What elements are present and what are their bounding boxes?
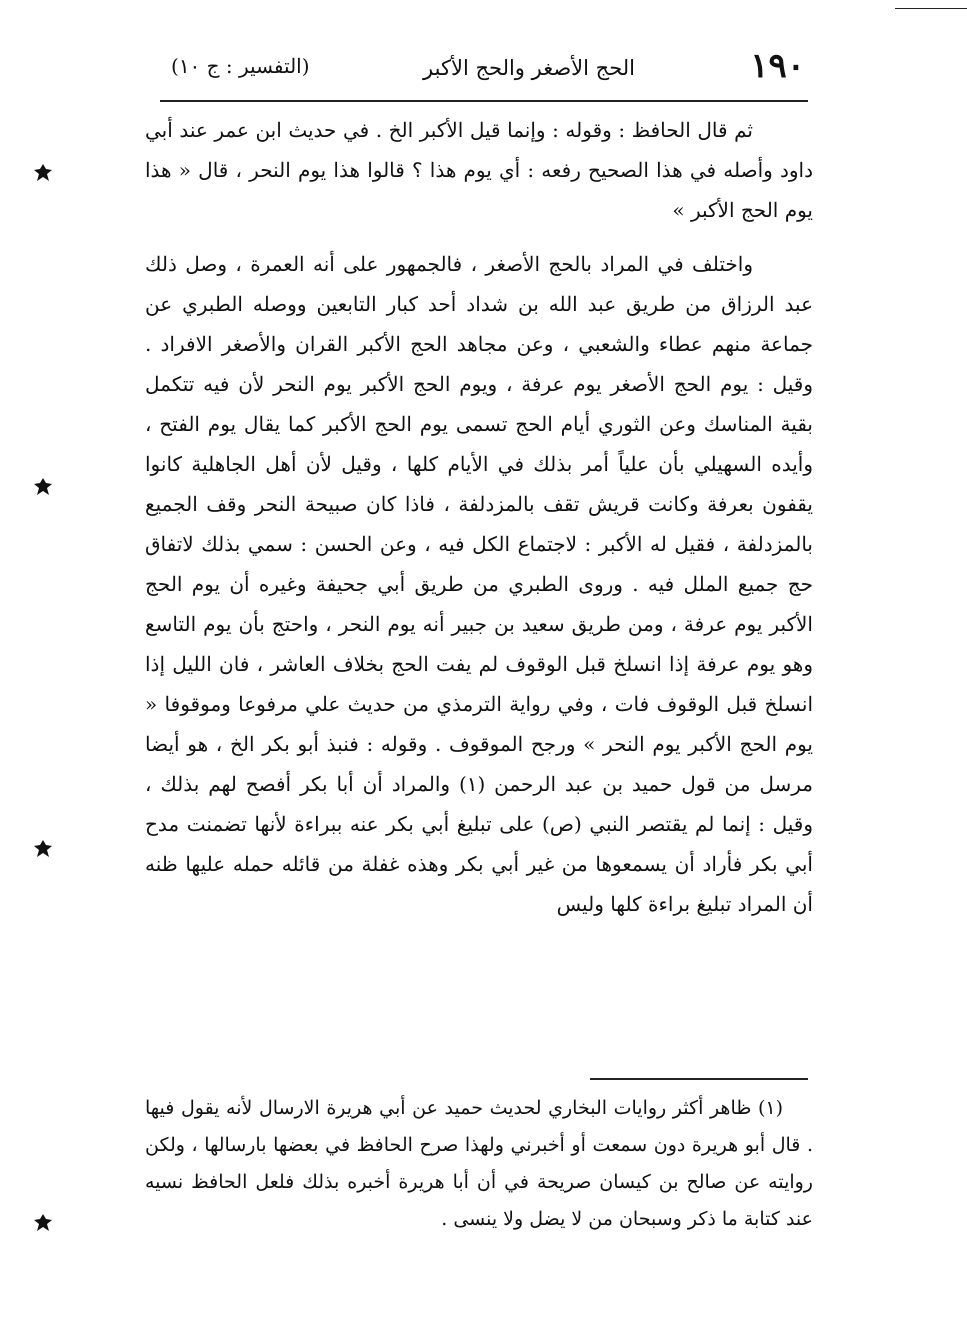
top-edge-rule — [895, 8, 967, 9]
footnote-rule — [590, 1078, 808, 1080]
footnote-1: (١) ظاهر أكثر روايات البخاري لحديث حميد عن أبي هريرة الارسال لأنه يقول فيها . قال أبو هريرة دون سمعت أو أخبرني ولهذا صرح الحافظ في بعضها بارسالها ، ولكن روايته عن صالح بن كيسان صريحة في أن أبا هريرة أخبره بذلك فلعل الحافظ نسيه عند كتابة ما ذكر وسبحان من لا يضل ولا ينسى . — [145, 1097, 813, 1230]
paragraph-2: واختلف في المراد بالحج الأصغر ، فالجمهور على أنه العمرة ، وصل ذلك عبد الرزاق من طريق عبد الله بن شداد أحد كبار التابعين ووصله الطبري عن جماعة منهم عطاء والشعبي ، وعن مجاهد الحج الأكبر القران والأصغر الافراد . وقيل : يوم الحج الأصغر يوم عرفة ، ويوم الحج الأكبر يوم النحر لأن فيه تتكمل بقية المناسك وعن الثوري أيام الحج تسمى يوم الحج الأكبر كما يقال يوم الفتح ، وأيده السهيلي بأن علياً أمر بذلك في الأيام كلها ، وقيل لأن أهل الجاهلية كانوا يقفون بعرفة وكانت قريش تقف بالمزدلفة ، فاذا كان صبيحة النحر وقف الجميع بالمزدلفة ، فقيل له الأكبر : لاجتماع الكل فيه ، وعن الحسن : سمي بذلك لاتفاق حج جميع الملل فيه . وروى الطبري من طريق أبي جحيفة وغيره أن يوم الحج الأكبر يوم عرفة ، ومن طريق سعيد بن جبير أنه يوم النحر ، واحتج بأن يوم التاسع وهو يوم عرفة إذا انسلخ قبل الوقوف لم يفت الحج بخلاف العاشر ، فان الليل إذا انسلخ قبل الوقوف فات ، وفي رواية الترمذي من حديث علي مرفوعا وموقوفا « يوم الحج الأكبر يوم النحر » ورجح الموقوف . وقوله : فنبذ أبو بكر الخ ، هو أيضا مرسل من قول حميد بن عبد الرحمن (١) والمراد أن أبا بكر أفصح لهم بذلك ، وقيل : إنما لم يقتصر النبي (ص) على تبليغ أبي بكر عنه ببراءة لأنها تضمنت مدح أبي بكر فأراد أن يسمعوها من غير أبي بكر وهذه غفلة من قائله حمله عليها ظنه أن المراد تبليغ براءة كلها وليس — [145, 252, 814, 916]
binding-hole-mark — [33, 839, 53, 859]
binding-hole-mark — [33, 163, 53, 183]
footnotes — [145, 1090, 813, 1238]
running-title: الحج الأصغر والحج الأكبر — [423, 56, 635, 80]
section-tag: (التفسير : ج ١٠) — [171, 54, 310, 78]
page-number: ١٩٠ — [750, 46, 805, 86]
page-header — [165, 44, 805, 96]
binding-hole-mark — [33, 477, 53, 497]
main-text — [145, 110, 813, 924]
binding-hole-mark — [33, 1213, 53, 1233]
header-rule — [160, 100, 808, 102]
paragraph-1: ثم قال الحافظ : وقوله : وإنما قيل الأكبر الخ . في حديث ابن عمر عند أبي داود وأصله في هذا الصحيح رفعه : أي يوم هذا ؟ قالوا هذا يوم النحر ، قال « هذا يوم الحج الأكبر » — [145, 118, 813, 222]
